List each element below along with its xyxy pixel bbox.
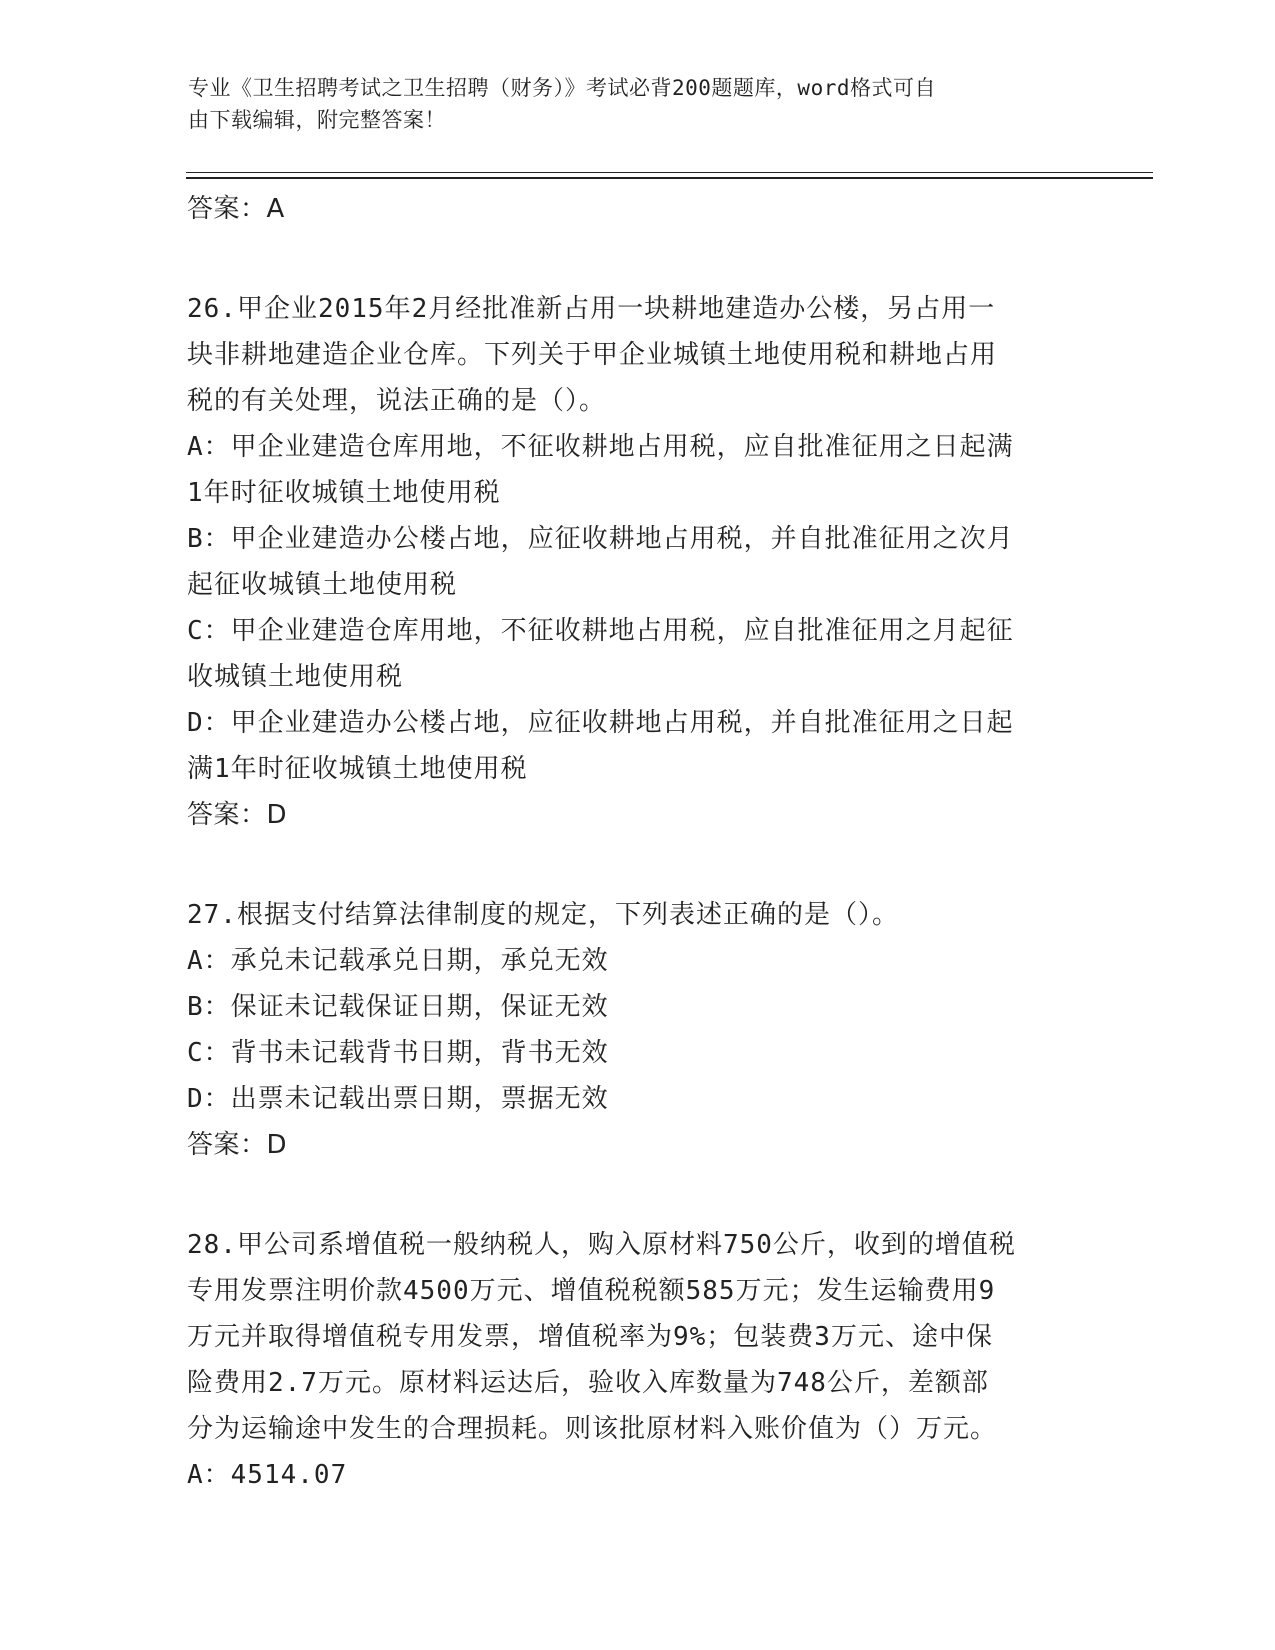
answer-25: 答案：A — [187, 194, 285, 224]
spacer — [187, 278, 1087, 286]
question-26 — [187, 286, 1087, 838]
document-body — [187, 186, 1087, 1498]
header-rule-thin — [186, 172, 1153, 173]
question-26-option-c-line-1: C：甲企业建造仓库用地，不征收耕地占用税，应自批准征用之月起征 — [187, 616, 1014, 646]
question-28-option-a: A：4514.07 — [187, 1460, 348, 1490]
question-26-option-d-line-2: 满1年时征收城镇土地使用税 — [187, 754, 528, 784]
question-28-stem-line-3: 万元并取得增值税专用发票，增值税率为9%；包装费3万元、途中保 — [187, 1322, 993, 1352]
question-26-option-b-line-2: 起征收城镇土地使用税 — [187, 570, 458, 600]
header-line-2: 由下载编辑，附完整答案！ — [188, 108, 446, 132]
question-26-stem-line-3: 税的有关处理，说法正确的是（）。 — [187, 386, 607, 416]
spacer — [187, 1214, 1087, 1222]
blank-line — [187, 838, 1087, 884]
header-rule-thick — [186, 177, 1153, 179]
question-26-option-b-line-1: B：甲企业建造办公楼占地，应征收耕地占用税，并自批准征用之次月 — [187, 524, 1014, 554]
spacer — [187, 884, 1087, 892]
question-27 — [187, 892, 1087, 1168]
question-28-stem-line-4: 险费用2.7万元。原材料运达后，验收入库数量为748公斤，差额部 — [187, 1368, 989, 1398]
question-27-stem: 27.根据支付结算法律制度的规定，下列表述正确的是（）。 — [187, 900, 899, 930]
blank-line — [187, 1168, 1087, 1214]
question-26-option-d-line-1: D：甲企业建造办公楼占地，应征收耕地占用税，并自批准征用之日起 — [187, 708, 1014, 738]
question-27-option-b: B：保证未记载保证日期，保证无效 — [187, 992, 609, 1022]
question-27-option-a: A：承兑未记载承兑日期，承兑无效 — [187, 946, 609, 976]
question-27-option-c: C：背书未记载背书日期，背书无效 — [187, 1038, 609, 1068]
question-28-stem-line-5: 分为运输途中发生的合理损耗。则该批原材料入账价值为（）万元。 — [187, 1414, 998, 1444]
question-27-answer: 答案：D — [187, 1130, 288, 1160]
question-26-stem-line-1: 26.甲企业2015年2月经批准新占用一块耕地建造办公楼，另占用一 — [187, 294, 996, 324]
question-26-option-c-line-2: 收城镇土地使用税 — [187, 662, 404, 692]
question-28 — [187, 1222, 1087, 1498]
question-28-stem-line-1: 28.甲公司系增值税一般纳税人，购入原材料750公斤，收到的增值税 — [187, 1230, 1016, 1260]
blank-line — [187, 232, 1087, 278]
question-26-stem-line-2: 块非耕地建造企业仓库。下列关于甲企业城镇土地使用税和耕地占用 — [187, 340, 998, 370]
question-26-answer: 答案：D — [187, 800, 288, 830]
question-28-stem-line-2: 专用发票注明价款4500万元、增值税税额585万元；发生运输费用9 — [187, 1276, 996, 1306]
header-line-1: 专业《卫生招聘考试之卫生招聘（财务）》考试必背200题题库，word格式可自 — [188, 76, 936, 100]
question-26-option-a-line-1: A：甲企业建造仓库用地，不征收耕地占用税，应自批准征用之日起满 — [187, 432, 1014, 462]
document-header — [188, 72, 1068, 136]
question-27-option-d: D：出票未记载出票日期，票据无效 — [187, 1084, 609, 1114]
question-26-option-a-line-2: 1年时征收城镇土地使用税 — [187, 478, 501, 508]
